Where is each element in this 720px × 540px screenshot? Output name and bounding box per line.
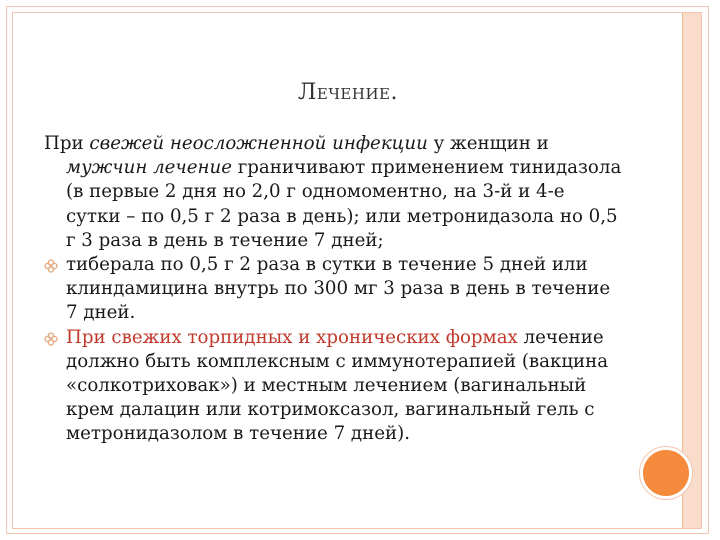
bullet-red-text: При свежих торпидных и хронических формах bbox=[66, 326, 518, 348]
intro-italic-1: свежей неосложненной инфекции bbox=[89, 133, 428, 154]
intro-paragraph bbox=[44, 132, 624, 253]
list-item bbox=[44, 326, 624, 447]
intro-rest: граничивают применением тинидазола (в первые 2 дня но 2,0 г одномоментно, на 3-й и 4-е сутки – по 0,5 г 2 раза в день); или метронидазола но 0,5 г 3 раза в день в течение 7 дней; bbox=[66, 157, 622, 251]
list-item bbox=[44, 253, 624, 326]
bullet-text: лечение должно быть комплексным с иммунотерапией (вакцина «солкотриховак») и местным лечением (вагинальный крем далацин или котримоксазол, вагинальный гель с метронидазолом в течение 7 дней). bbox=[66, 326, 609, 445]
intro-prefix: При bbox=[44, 133, 90, 154]
flower-bullet-icon bbox=[44, 332, 58, 346]
slide-title: Лечение. bbox=[298, 80, 398, 105]
slide-body bbox=[44, 132, 624, 447]
flower-bullet-icon bbox=[44, 259, 58, 273]
intro-italic-2: мужчин лечение bbox=[66, 157, 232, 179]
intro-mid: у женщин и bbox=[427, 133, 549, 154]
bullet-text: тиберала по 0,5 г 2 раза в сутки в течение 5 дней или клиндамицина внутрь по 300 мг 3 раза в день в течение 7 дней. bbox=[66, 254, 611, 324]
decorative-circle bbox=[640, 447, 692, 499]
